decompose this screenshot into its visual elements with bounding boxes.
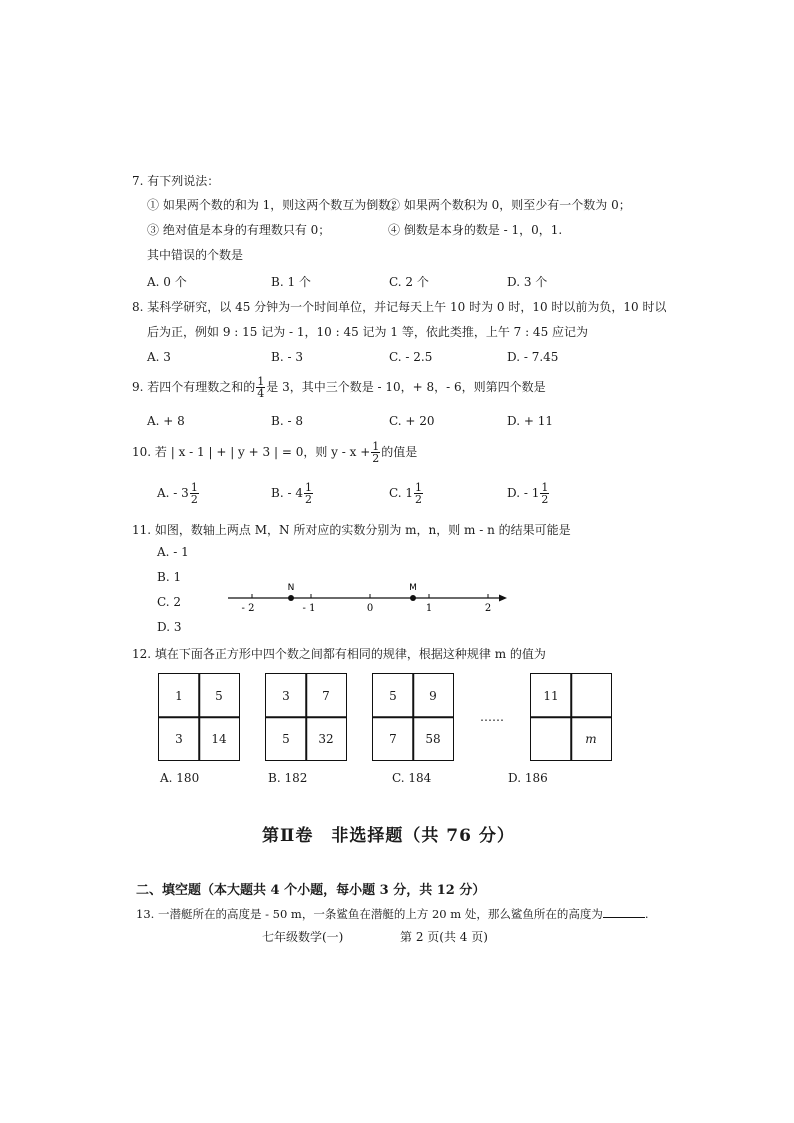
- square-2-bottom-left: 5: [282, 731, 290, 746]
- q12-square-1: [158, 673, 240, 761]
- q9-option-b: B. - 8: [271, 414, 303, 428]
- q7-option-b: B. 1 个: [271, 275, 311, 289]
- q12-ellipsis: ……: [480, 710, 504, 724]
- tick-label: 2: [484, 603, 492, 614]
- square-3-top-right: 9: [429, 688, 437, 703]
- q10-option-c: [389, 482, 424, 505]
- q10-option-d: [507, 482, 550, 505]
- q10-option-a-den: 2: [190, 493, 198, 506]
- tick-label: - 2: [241, 603, 255, 614]
- q9-fraction-numerator: 1: [257, 375, 265, 388]
- square-4-top-left: 11: [543, 688, 559, 703]
- q10-fraction-numerator: 1: [372, 440, 380, 453]
- section-2-title: 第Ⅱ卷 非选择题（共 76 分）: [262, 826, 515, 846]
- q10-option-d-num: 1: [541, 481, 549, 494]
- q10-option-b-fraction: [304, 482, 313, 505]
- q8-option-b: B. - 3: [271, 350, 303, 364]
- square-3-bottom-right: 58: [425, 731, 441, 746]
- q10-fraction-denominator: 2: [372, 452, 380, 465]
- square-4-bottom-right: m: [585, 731, 597, 746]
- q11-option-a: A. - 1: [157, 545, 189, 559]
- square-1-top-left: 1: [175, 688, 183, 703]
- q7-ask: 其中错误的个数是: [147, 248, 244, 262]
- q13-answer-blank[interactable]: [603, 907, 645, 918]
- tick-label: 1: [425, 603, 433, 614]
- q9-option-a: A. + 8: [147, 414, 185, 428]
- q8-option-a: A. 3: [147, 350, 171, 364]
- q10-option-c-label: C. 1: [389, 486, 414, 500]
- q8-option-d: D. - 7.45: [507, 350, 559, 364]
- q9-fraction: [256, 376, 265, 399]
- tick-label: 0: [366, 603, 374, 614]
- q12-square-3: [372, 673, 454, 761]
- q10-option-c-num: 1: [415, 481, 423, 494]
- q12-stem: 12. 填在下面各正方形中四个数之间都有相同的规律，根据这种规律 m 的值为: [132, 647, 546, 661]
- q7-statement-2: ② 如果两个数积为 0，则至少有一个数为 0；: [388, 198, 631, 212]
- q10-stem-pre: 10. 若 | x - 1 | + | y + 3 | = 0，则 y - x +: [132, 445, 371, 459]
- q11-stem: 11. 如图，数轴上两点 M，N 所对应的实数分别为 m，n，则 m - n 的结果可能是: [132, 523, 571, 537]
- square-1-top-right: 5: [215, 688, 223, 703]
- q10-option-a-num: 1: [190, 481, 198, 494]
- q10-option-d-den: 2: [541, 493, 549, 506]
- q9-stem-pre: 9. 若四个有理数之和的: [132, 380, 256, 394]
- q11-number-line: [220, 578, 515, 618]
- footer-subject: 七年级数学(一): [262, 930, 344, 944]
- q9-stem: [132, 376, 546, 399]
- square-3-top-left: 5: [389, 688, 397, 703]
- q10-option-b-den: 2: [304, 493, 312, 506]
- q8-option-c: C. - 2.5: [389, 350, 433, 364]
- q7-statement-3: ③ 绝对值是本身的有理数只有 0；: [147, 223, 331, 237]
- q9-option-d: D. + 11: [507, 414, 553, 428]
- q10-stem: [132, 441, 417, 464]
- q13-text: 13. 一潜艇所在的高度是 - 50 m，一条鲨鱼在潜艇的上方 20 m 处，那么鲨鱼所在的高度为: [136, 907, 603, 921]
- q11-option-c: C. 2: [157, 595, 182, 609]
- square-3-bottom-left: 7: [389, 731, 397, 746]
- tick-label: - 1: [302, 603, 316, 614]
- q7-stem: 7. 有下列说法：: [132, 174, 220, 188]
- q8-line-2: 后为正，例如 9 : 15 记为 - 1，10 : 45 记为 1 等，依此类推，上午 7 : 45 应记为: [147, 325, 589, 339]
- q10-option-b: [271, 482, 314, 505]
- q12-option-d: D. 186: [508, 771, 548, 785]
- square-2-bottom-right: 32: [318, 731, 334, 746]
- q10-option-c-fraction: [414, 482, 423, 505]
- square-4-bottom-left: [531, 717, 571, 760]
- q8-line-1: 8. 某科学研究，以 45 分钟为一个时间单位，并记每天上午 10 时为 0 时，10 时以前为负，10 时以: [132, 300, 667, 314]
- q13-end: .: [644, 907, 649, 921]
- q7-statement-1: ① 如果两个数的和为 1，则这两个数互为倒数；: [147, 198, 403, 212]
- q13: [136, 906, 649, 922]
- fill-section-title: 二、填空题（本大题共 4 个小题，每小题 3 分，共 12 分）: [136, 883, 486, 898]
- square-4-top-right: [571, 674, 611, 717]
- point-m-label: M: [409, 583, 417, 593]
- q12-option-a: A. 180: [160, 771, 200, 785]
- q10-option-b-label: B. - 4: [271, 486, 303, 500]
- q10-option-a: [157, 482, 200, 505]
- q10-option-a-fraction: [190, 482, 199, 505]
- q7-statement-4: ④ 倒数是本身的数是 - 1，0，1.: [388, 223, 563, 237]
- q7-option-c: C. 2 个: [389, 275, 429, 289]
- q11-option-b: B. 1: [157, 570, 182, 584]
- point-n-label: N: [287, 583, 295, 593]
- q10-option-a-label: A. - 3: [157, 486, 189, 500]
- q7-option-a: A. 0 个: [147, 275, 187, 289]
- q12-option-b: B. 182: [268, 771, 308, 785]
- q12-square-2: [265, 673, 347, 761]
- square-1-bottom-left: 3: [175, 731, 183, 746]
- square-2-top-left: 3: [282, 688, 290, 703]
- point-n-dot: [288, 595, 294, 601]
- q11-option-d: D. 3: [157, 620, 182, 634]
- footer-page-number: 第 2 页(共 4 页): [400, 930, 488, 944]
- q7-option-d: D. 3 个: [507, 275, 548, 289]
- q10-fraction: [371, 441, 380, 464]
- q10-stem-post: 的值是: [381, 445, 418, 459]
- q12-option-c: C. 184: [392, 771, 432, 785]
- q10-option-d-fraction: [540, 482, 549, 505]
- q10-option-c-den: 2: [415, 493, 423, 506]
- number-line-arrow: [499, 595, 507, 602]
- q9-fraction-denominator: 4: [257, 387, 265, 400]
- square-1-bottom-right: 14: [211, 731, 227, 746]
- q12-square-4: [530, 673, 612, 761]
- point-m-dot: [410, 595, 416, 601]
- q10-option-d-label: D. - 1: [507, 486, 540, 500]
- q10-option-b-num: 1: [304, 481, 312, 494]
- square-2-top-right: 7: [322, 688, 330, 703]
- q9-option-c: C. + 20: [389, 414, 435, 428]
- q9-stem-post: 是 3，其中三个数是 - 10，+ 8，- 6，则第四个数是: [266, 380, 546, 394]
